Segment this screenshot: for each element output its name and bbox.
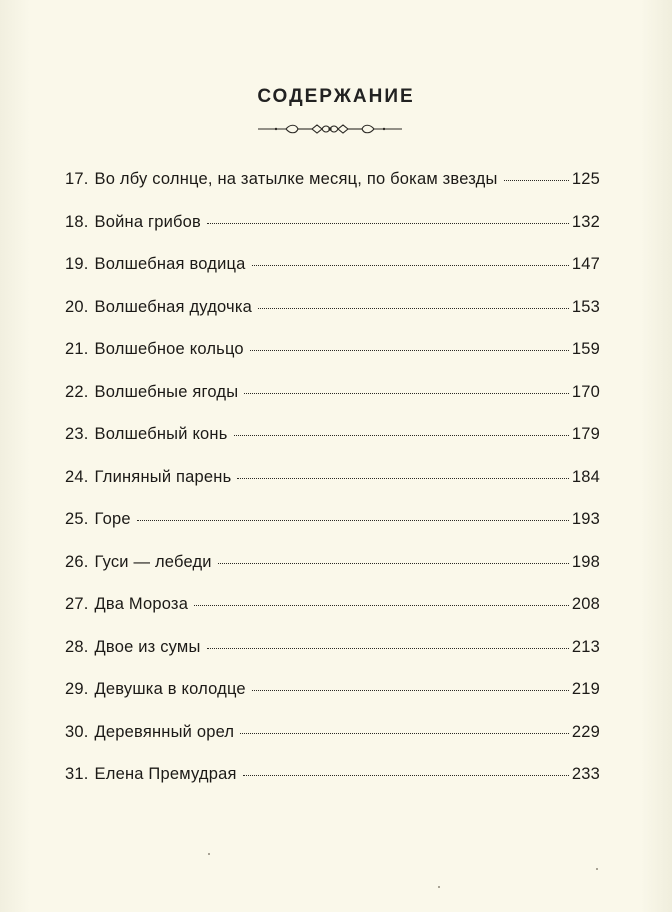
decorative-flourish-icon (256, 121, 404, 137)
toc-entry-number: 26. (65, 552, 89, 571)
toc-entry-title: Двое из сумы (94, 637, 201, 656)
toc-entry-page: 147 (571, 255, 600, 273)
toc-entry-number: 22. (65, 382, 89, 401)
toc-entry-number: 25. (65, 510, 89, 528)
dot-leader (244, 393, 569, 394)
toc-entry-title: Глиняный парень (94, 467, 232, 486)
toc-entry (65, 680, 600, 723)
toc-entry-page: 179 (571, 425, 600, 443)
toc-entry-page: 170 (571, 382, 600, 401)
toc-entry-title: Девушка в колодце (94, 680, 246, 698)
toc-entry-page: 213 (571, 637, 600, 656)
toc-entry (65, 383, 600, 426)
toc-entry-number: 24. (65, 467, 89, 486)
toc-entry-number: 18. (65, 212, 89, 231)
toc-entry (65, 553, 600, 596)
dot-leader (237, 478, 568, 479)
toc-entry-page: 125 (571, 170, 600, 188)
toc-entry-number: 27. (65, 595, 89, 613)
toc-entry-number: 20. (65, 297, 89, 316)
toc-entry-page: 184 (571, 467, 600, 486)
dot-leader (194, 605, 569, 606)
table-of-contents (65, 170, 600, 808)
toc-entry-number: 28. (65, 637, 89, 656)
dot-leader (258, 308, 569, 309)
dot-leader (252, 690, 569, 691)
toc-entry-page: 198 (571, 552, 600, 571)
toc-entry-page: 229 (571, 722, 600, 741)
toc-entry-page: 153 (571, 297, 600, 316)
dot-leader (250, 350, 569, 351)
toc-entry-number: 19. (65, 255, 89, 273)
toc-entry (65, 638, 600, 681)
toc-entry (65, 765, 600, 808)
toc-entry-page: 219 (571, 680, 600, 698)
toc-entry-number: 31. (65, 765, 89, 783)
dot-leader (218, 563, 569, 564)
dot-leader (240, 733, 569, 734)
paper-speck (208, 853, 210, 855)
toc-entry-title: Волшебное кольцо (94, 340, 244, 358)
toc-entry-page: 193 (571, 510, 600, 528)
dot-leader (252, 265, 569, 266)
toc-entry-number: 29. (65, 680, 89, 698)
toc-entry-page: 233 (571, 765, 600, 783)
page-title: СОДЕРЖАНИЕ (257, 86, 415, 107)
toc-entry-page: 208 (571, 595, 600, 613)
toc-entry (65, 723, 600, 766)
paper-speck (596, 868, 598, 870)
toc-entry-number: 23. (65, 425, 89, 443)
toc-entry (65, 425, 600, 468)
dot-leader (504, 180, 569, 181)
toc-entry-title: Елена Премудрая (94, 765, 237, 783)
toc-entry-title: Волшебный конь (94, 425, 228, 443)
toc-entry-number: 21. (65, 340, 89, 358)
paper-speck (438, 886, 440, 888)
toc-entry (65, 255, 600, 298)
toc-entry (65, 340, 600, 383)
toc-entry-number: 17. (65, 170, 89, 188)
toc-entry-page: 132 (571, 212, 600, 231)
toc-entry (65, 298, 600, 341)
toc-entry (65, 595, 600, 638)
toc-entry-title: Два Мороза (94, 595, 189, 613)
toc-entry-title: Волшебная водица (94, 255, 246, 273)
toc-entry (65, 468, 600, 511)
dot-leader (234, 435, 569, 436)
toc-entry (65, 510, 600, 553)
toc-entry (65, 213, 600, 256)
toc-entry-title: Во лбу солнце, на затылке месяц, по бокам звезды (94, 170, 498, 188)
dot-leader (207, 648, 569, 649)
toc-entry-page: 159 (571, 340, 600, 358)
dot-leader (207, 223, 569, 224)
toc-entry-title: Волшебная дудочка (94, 297, 253, 316)
toc-entry-title: Война грибов (94, 212, 202, 231)
toc-entry (65, 170, 600, 213)
toc-entry-title: Волшебные ягоды (94, 382, 239, 401)
toc-entry-title: Деревянный орел (94, 722, 235, 741)
dot-leader (137, 520, 569, 521)
dot-leader (243, 775, 569, 776)
toc-entry-title: Гуси — лебеди (94, 552, 212, 571)
toc-entry-title: Горе (94, 510, 131, 528)
toc-entry-number: 30. (65, 722, 89, 741)
